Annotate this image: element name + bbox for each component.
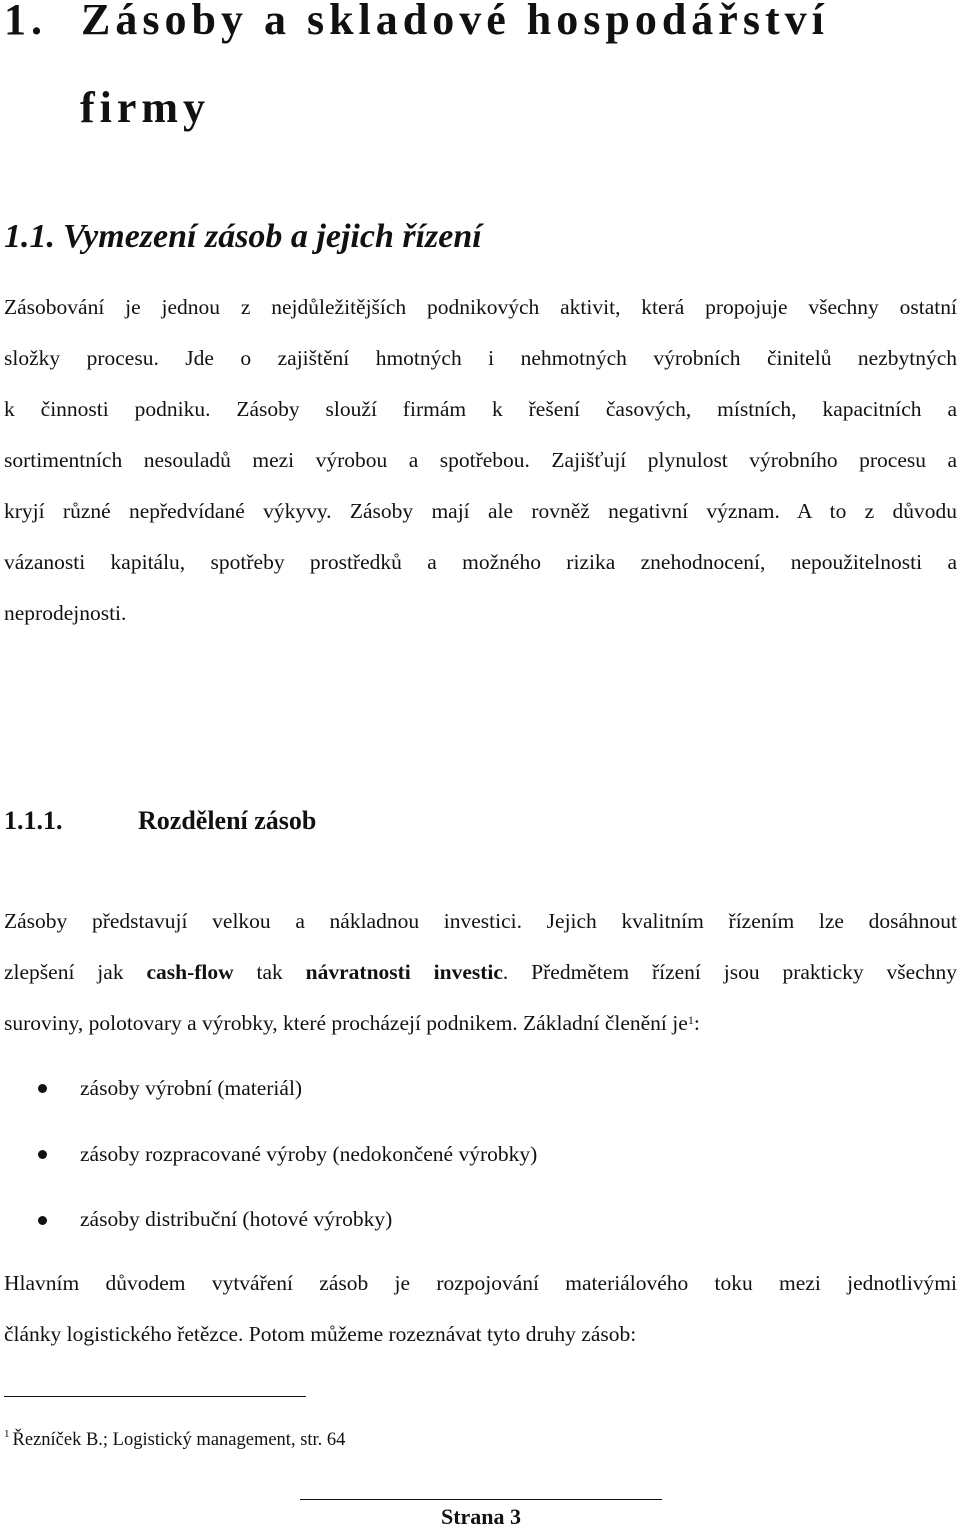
intro-line-4: sortimentních nesouladů mezi výrobou a spotřebou. Zajišťují plynulost výrobního procesu a: [4, 448, 957, 472]
investment-return-term: návratnosti investic: [305, 960, 503, 984]
section-heading: [4, 218, 482, 256]
para2-colon: :: [693, 1011, 700, 1035]
para2-text-a: zlepšení jak: [4, 960, 147, 984]
bullet-item-2: zásoby rozpracované výroby (nedokončené výrobky): [80, 1142, 538, 1166]
section-title: Vymezení zásob a jejich řízení: [63, 218, 482, 255]
subsection-number: 1.1.1.: [4, 806, 63, 835]
bullet-item-3: zásoby distribuční (hotové výrobky): [80, 1207, 393, 1231]
chapter-title-line2: firmy: [80, 83, 211, 132]
footnote-text: Řezníček B.; Logistický management, str. 64: [12, 1430, 346, 1450]
footnote-marker: 1: [4, 1428, 10, 1440]
para2-line-1: Zásoby představují velkou a nákladnou investici. Jejich kvalitním řízením lze dosáhnout: [4, 909, 957, 933]
para2-line-3: [4, 1009, 957, 1037]
intro-line-5: kryjí různé nepředvídané výkyvy. Zásoby mají ale rovněž negativní význam. A to z důvodu: [4, 499, 957, 523]
intro-line-6: vázanosti kapitálu, spotřeby prostředků a možného rizika znehodnocení, nepoužitelnosti a: [4, 550, 957, 574]
para2-line-2: [4, 958, 957, 986]
subsection-title: Rozdělení zásob: [138, 806, 317, 835]
para3-line-2: články logistického řetězce. Potom můžeme rozeznávat tyto druhy zásob:: [4, 1322, 637, 1346]
bullet-icon: [38, 1084, 47, 1093]
footnote: [4, 1430, 345, 1451]
bullet-item-1: zásoby výrobní (materiál): [80, 1076, 303, 1100]
intro-line-7: neprodejnosti.: [4, 601, 127, 625]
chapter-title-line1: Zásoby a skladové hospodářství: [81, 0, 829, 44]
para3-line-1: Hlavním důvodem vytváření zásob je rozpojování materiálového toku mezi jednotlivými: [4, 1271, 957, 1295]
intro-line-3: k činnosti podniku. Zásoby slouží firmám k řešení časových, místních, kapacitních a: [4, 397, 957, 421]
para2-text-c: tak: [233, 960, 306, 984]
chapter-number: 1.: [4, 0, 47, 44]
bullet-icon: [38, 1150, 47, 1159]
bullet-icon: [38, 1216, 47, 1225]
para2-text-e: . Předmětem řízení jsou prakticky všechny: [502, 960, 957, 984]
footnote-reference[interactable]: 1: [687, 1013, 694, 1027]
chapter-heading: [4, 0, 829, 45]
intro-line-1: Zásobování je jednou z nejdůležitějších podnikových aktivit, která propojuje všechny ostatní: [4, 295, 957, 319]
para2-text-line3: suroviny, polotovary a výrobky, které procházejí podnikem. Základní členění je: [4, 1011, 688, 1035]
footnote-separator: [4, 1396, 306, 1397]
intro-line-2: složky procesu. Jde o zajištění hmotných i nehmotných výrobních činitelů nezbytných: [4, 346, 957, 370]
section-number: 1.1.: [4, 218, 55, 255]
cash-flow-term: cash-flow: [146, 960, 234, 984]
footer-rule: [300, 1499, 662, 1500]
page-number: Strana 3: [440, 1504, 522, 1529]
